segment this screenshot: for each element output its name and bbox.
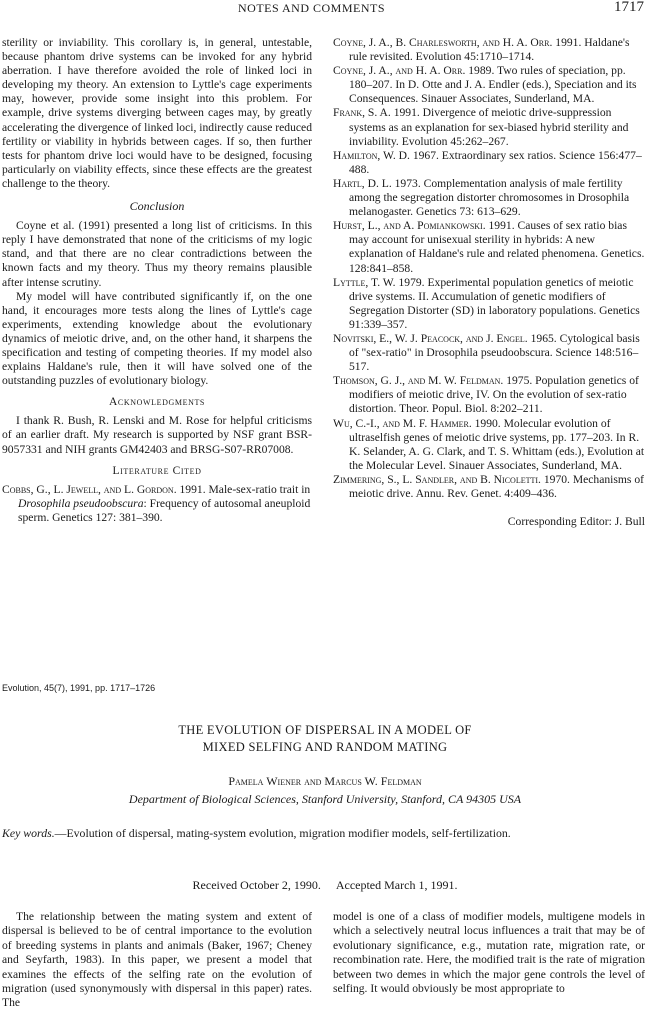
reference-text: 1975. Population genetics of modifiers of meiotic drive, IV. On the evolution of sex-ratio distortion. Theor. Popul. Biol. 8:202–211. [349,374,639,416]
reference-item [333,374,645,416]
reference-title: 1991. Male-sex-ratio trait in [176,482,311,496]
reference-authors: Cobbs, G., L. Jewell, and L. Gordon. [2,482,177,496]
reference-authors: Coyne, J. A., B. Charlesworth, and H. A. Orr. [333,36,553,49]
reference-text: 1989. Two rules of speciation, pp. 180–207. In D. Otte and J. A. Endler (eds.), Speciation and its Consequences. Sinauer Associates, Sunderland, MA. [349,64,637,106]
left-column [2,36,312,525]
paragraph-conclusion: Coyne et al. (1991) presented a long list of criticisms. In this reply I have demonstrated that none of the criticisms of my logic stand, and that there are no clear contradictions between the known facts and my theory. Thus my theory remains plausible after intense scrutiny. [2,219,312,289]
keywords-text: —Evolution of dispersal, mating-system evolution, migration modifier models, self-fertilization. [54,826,511,840]
reference-item [333,149,645,177]
reference-item [333,106,645,148]
reference-item [333,473,645,501]
article-authors: Pamela Wiener and Marcus W. Feldman [228,774,422,788]
accepted-date: Accepted March 1, 1991. [335,878,458,892]
acknowledgments-text: I thank R. Bush, R. Lenski and M. Rose for helpful criticisms of an earlier draft. My research is supported by NSF grant BSR-9057331 and NIH grants GM42403 and BRSG-S07-RR07008. [2,414,312,456]
keywords [2,826,642,841]
reference-item [333,219,645,275]
reference-text: 1990. Molecular evolution of ultraselfish genes of meiotic drive systems, pp. 177–203. In R. K. Selander, A. G. Clark, and T. S. Whittam (eds.), Evolution at the Molecular Level. Sinauer Associates, Sunderland, MA. [349,416,645,472]
reference-authors: Lyttle, T. W. [333,275,396,289]
reference-authors: Frank, S. A. [333,106,391,120]
right-column [333,36,645,529]
reference-authors: Thomson, G. J., and M. W. Feldman. [333,374,504,388]
article-body-right: model is one of a class of modifier models, multigene models in which a selectively neutral locus influences a trait that may be of evolutionary significance, e.g., mutation rate, migration rate, or recombination rate. Here, the modified trait is the rate of migration between two demes in which the major gene controls the level of selfing. It would obviously be most appropriate to [333,910,645,996]
conclusion-heading: Conclusion [129,199,185,214]
reference-item [333,276,645,332]
reference-cobbs [2,483,312,525]
reference-item [333,177,645,219]
author-affiliation: Department of Biological Sciences, Stanford University, Stanford, CA 94305 USA [128,792,522,806]
running-title: NOTES AND COMMENTS [238,1,386,15]
reference-text: 1965. Cytological basis of "sex-ratio" in Drosophila pseudoobscura. Science 148:516–517. [349,331,640,374]
reference-item [333,332,645,374]
received-date: Received October 2, 1990. [192,878,321,892]
reference-text: 1979. Experimental population genetics of meiotic drive systems. II. Accumulation of genetic modifiers of Segregation Distorter (SD) in laboratory populations. Genetics 91:339–357. [349,275,640,331]
paragraph-linked-loci: sterility or inviability. This corollary is, in general, untestable, because phantom drive systems can be invoked for any hybrid aberration. I have therefore avoided the role of linked loci in developing my theory. An extension to Lyttle's cage experiments may, however, provide some insight into this problem. For example, drive systems diverging between cages may, by greatly accelerating the divergence of linked loci, indirectly cause reduced fertility or viability in hybrids between cages. If so, then further tests for phantom drive loci would have to be designed, focusing particularly on viability effects, since these effects are the greatest challenge to the theory. [2,36,312,190]
reference-authors: Wu, C.-I., and M. F. Hammer. [333,416,472,430]
reference-text: 1991. Haldane's rule revisited. Evolution 45:1710–1714. [349,36,630,64]
reference-authors: Novitski, E., W. J. Peacock, and J. Engel. [333,331,528,345]
reference-authors: Hartl, D. L. [333,176,392,190]
reference-source: : Frequency of autosomal aneuploid sperm. Genetics 127: 381–390. [18,496,311,524]
received-accepted-dates [0,878,650,893]
article-title-line-1: THE EVOLUTION OF DISPERSAL IN A MODEL OF [178,723,472,737]
acknowledgments-heading: Acknowledgments [109,396,205,409]
article-citation: Evolution, 45(7), 1991, pp. 1717–1726 [2,683,156,693]
reference-text: 1973. Complementation analysis of male fertility among the segregation distorter chromosomes in Drosophila melanogaster. Genetics 73: 613–629. [349,176,630,219]
paragraph-contribution: My model will have contributed significantly if, on the one hand, it encourages more tests along the lines of Lyttle's cage experiments, extending knowledge about the evolutionary dynamics of meiotic drive, and, on the other hand, it sharpens the specification and testing of competing theories. If my model also explains Haldane's rule, then it will have solved one of the outstanding puzzles of evolutionary biology. [2,289,312,388]
article-title-line-2: MIXED SELFING AND RANDOM MATING [202,740,448,754]
keywords-label: Key words. [2,826,55,840]
reference-text: 1991. Causes of sex ratio bias may account for unisexual sterility in hybrids: A new explanation of Haldane's rule and related phenomena. Genetics. 128:841–858. [349,219,645,275]
reference-authors: Hamilton, W. D. [333,148,410,162]
reference-authors: Hurst, L., and A. Pomiankowski. [333,219,486,233]
reference-authors: Coyne, J. A., and H. A. Orr. [333,64,466,78]
article-body-left: The relationship between the mating system and extent of dispersal is believed to be of central importance to the evolution of breeding systems in plants and animals (Baker, 1967; Cheney and Seyfarth, 1983). In this paper, we present a model that examines the effects of the selfing rate on the evolution of migration (used synonymously with dispersal in this paper) rates. The [2,910,312,1010]
reference-species: Drosophila pseudoobscura [18,496,144,510]
reference-text: 1970. Mechanisms of meiotic drive. Annu. Rev. Genet. 4:409–436. [349,472,644,500]
reference-text: 1967. Extraordinary sex ratios. Science 156:477–488. [349,148,642,176]
reference-item [333,417,645,473]
reference-item [333,64,645,106]
running-header [0,0,650,18]
page-number: 1717 [614,0,644,15]
reference-authors: Zimmering, S., L. Sandler, and B. Nicoletti. [333,472,541,486]
literature-cited-heading: Literature Cited [112,464,202,477]
reference-item [333,36,645,64]
corresponding-editor: Corresponding Editor: J. Bull [507,515,645,529]
reference-text: 1991. Divergence of meiotic drive-suppression systems as an explanation for sex-biased hybrid sterility and inviability. Evolution 45:262–267. [349,106,629,148]
